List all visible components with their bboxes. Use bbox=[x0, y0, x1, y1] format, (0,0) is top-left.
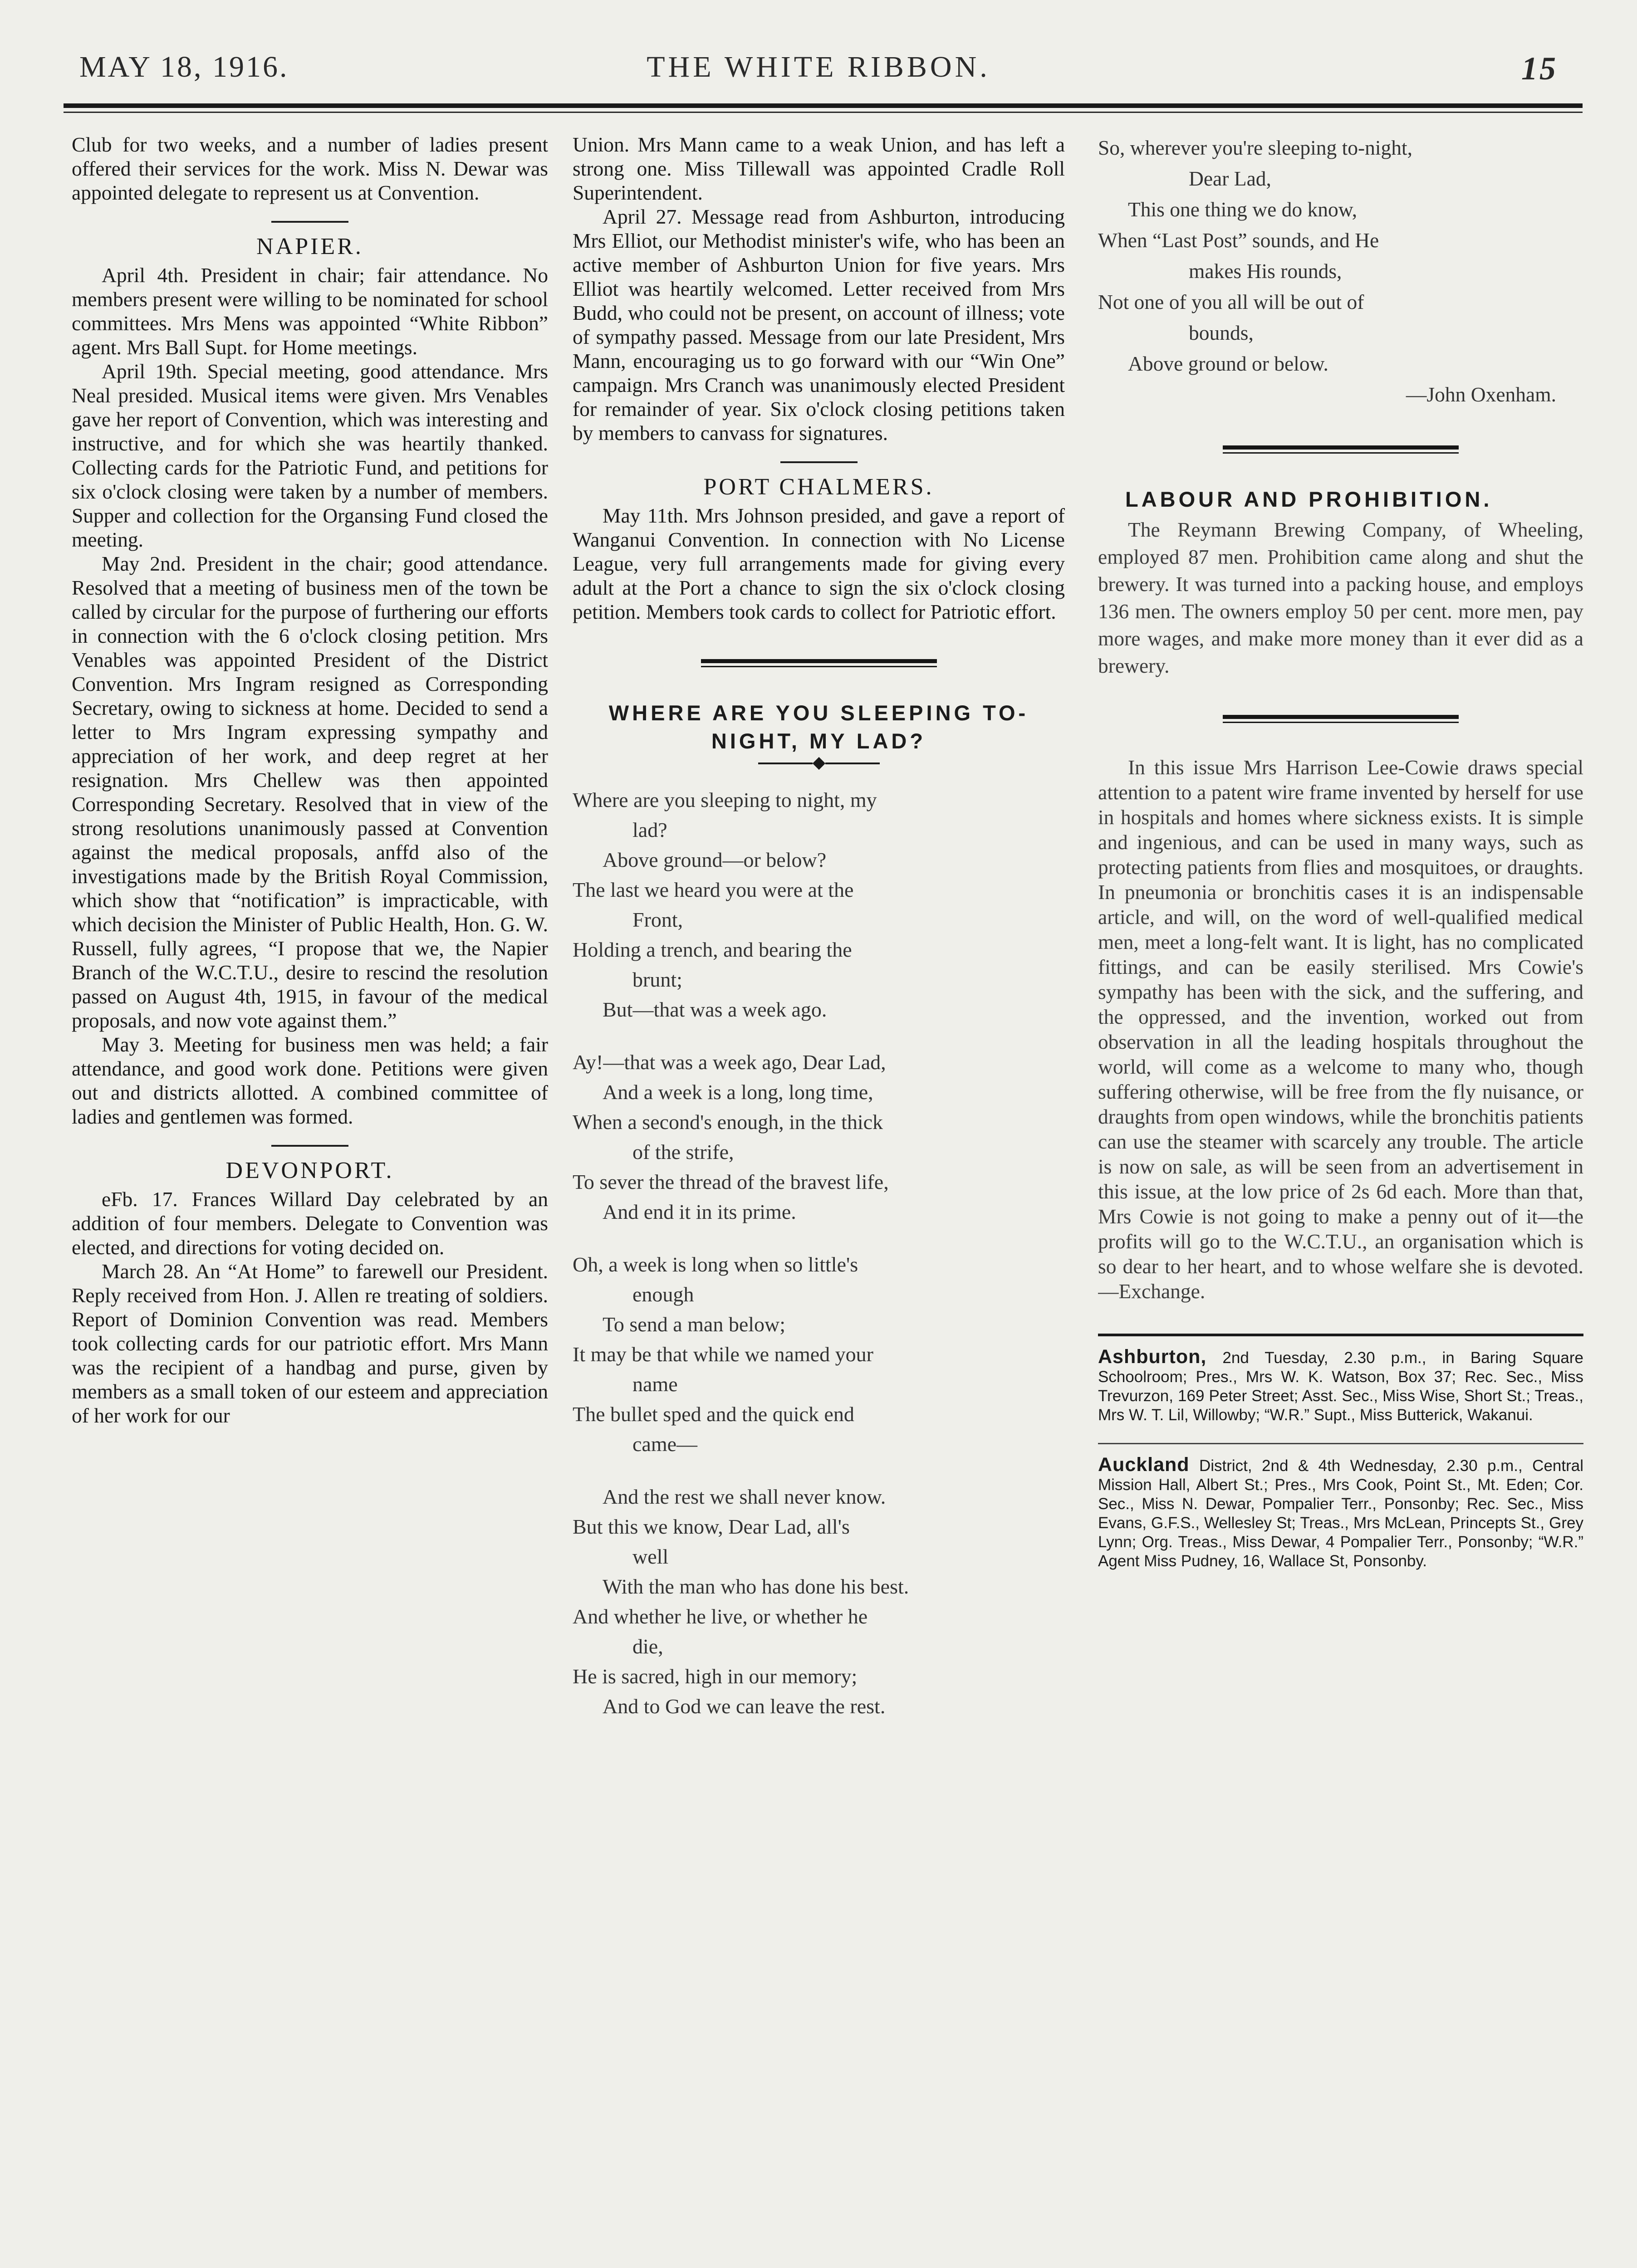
directory-entry-ashburton bbox=[1098, 1347, 1583, 1425]
section-divider bbox=[271, 1145, 348, 1147]
page-number: 15 bbox=[1521, 50, 1558, 87]
column-1 bbox=[72, 132, 548, 2246]
header-rule-thin bbox=[64, 112, 1583, 113]
poem-stanza-4 bbox=[573, 1482, 1065, 1721]
paragraph-april-27: April 27. Message read from Ashburton, introducing Mrs Elliot, our Methodist minister's wife, who has been an active member of Ashburton Union for five years. Mrs Elliot was heartily welcomed. Letter received from Mrs Budd, who could not be present, on account of illness; vote of sympathy passed. Message from our late President, Mrs Mann, encouraging us to go forward with our “Win One” campaign. Mrs Cranch was unanimously elected President for remainder of year. Six o'clock closing petitions taken by members to canvass for signatures. bbox=[573, 205, 1065, 445]
port-chalmers-report bbox=[573, 503, 1065, 624]
paragraph-port-chalmers-may-11: May 11th. Mrs Johnson presided, and gave a report of Wanganui Convention. In connection with No License League, very full arrangements made for giving every adult at the Port a chance to sign the six o'clock closing petition. Members took cards to collect for Patriotic effort. bbox=[573, 504, 1065, 623]
poem-line: To send a man below; bbox=[603, 1313, 786, 1336]
poem-line: When a second's enough, in the thick bbox=[573, 1110, 883, 1134]
poem-line: came— bbox=[632, 1432, 698, 1456]
cowie-article bbox=[1098, 755, 1583, 1304]
diamond-ornament-icon bbox=[812, 757, 825, 770]
directory-branch-name: Auckland bbox=[1098, 1454, 1190, 1476]
double-rule-divider bbox=[701, 659, 937, 667]
poem-line: And end it in its prime. bbox=[603, 1200, 796, 1223]
paragraph-napier-may-2: May 2nd. President in the chair; good attendance. Resolved that a meeting of business men of the town be called by circular for the purpose of furthering our efforts in connection with the 6 o'clock closing petition. Mrs Venables was appointed President of the District Convention. Mrs Ingram resigned as Corresponding Secretary, owing to sickness at home. Decided to send a letter to Mrs Ingram expressing sympathy and appreciation of her work, and deep regret at her resignation. Mrs Chellew was then appointed Corresponding Secretary. Resolved that in view of the strong resolutions unanimously passed at Convention against the medical proposals, anffd also of the investigations made by the British Royal Commission, which show that “notification” is impracticable, with which decision the Minister of Public Health, Hon. G. W. Russell, fully agrees, “I propose that we, the Napier Branch of the W.C.T.U., desire to rescind the resolution passed on August 4th, 1915, in favour of the medical proposals, and now vote against them.” bbox=[72, 552, 548, 1032]
poem-line: name bbox=[632, 1373, 678, 1396]
poem-line: To sever the thread of the bravest life, bbox=[573, 1170, 889, 1193]
poem-line: It may be that while we named your bbox=[573, 1343, 873, 1366]
heading-port-chalmers: PORT CHALMERS. bbox=[703, 474, 934, 500]
poem-line: And a week is a long, long time, bbox=[603, 1080, 873, 1104]
poem-line: enough bbox=[632, 1283, 694, 1306]
heading-devonport: DEVONPORT. bbox=[225, 1158, 394, 1183]
directory-rule bbox=[1098, 1443, 1583, 1444]
paragraph-devonport-march-28: March 28. An “At Home” to farewell our President. Reply received from Hon. J. Allen re treating of soldiers. Report of Dominion Convention was read. Members took collecting cards for our patriotic effort. Mrs Mann was the recipient of a handbag and purse, given by members as a small token of our esteem and appreciation of her work for our bbox=[72, 1260, 548, 1427]
paragraph-napier-april-19: April 19th. Special meeting, good attendance. Mrs Neal presided. Musical items were given. Mrs Venables gave her report of Convention, which was interesting and instructive, and for which she was heartily thanked. Collecting cards for the Patriotic Fund, and petitions for six o'clock closing were taken by a number of members. Supper and collection for the Organsing Fund closed the meeting. bbox=[72, 360, 548, 551]
devonport-continued bbox=[573, 132, 1065, 445]
poem-line: With the man who has done his best. bbox=[603, 1575, 909, 1598]
directory-entry-auckland bbox=[1098, 1455, 1583, 1571]
heading-napier: NAPIER. bbox=[256, 234, 363, 259]
paragraph-cowie: In this issue Mrs Harrison Lee-Cowie draws special attention to a patent wire frame invented by herself for use in hospitals and homes where sickness exists. It is simple and ingenious, and can be used in many ways, such as protecting patients from flies and mosquitoes, or draughts. In pneumonia or bronchitis cases it is an indispensable article, and will, on the word of well-qualified medical men, meet a long-felt want. It is light, has no complicated fittings, and can be easily sterilised. Mrs Cowie's sympathy has been with the sick, and the suffering, and the oppressed, and the invention, worked out from observation in all the leading hospitals throughout the world, will come as a welcome to many who, though suffering otherwise, will be free from the fly nuisance, or draughts from open windows, while the bronchitis patients can use the steamer with scarcely any trouble. The article is now on sale, as will be seen from an advertisement in this issue, at the low price of 2s 6d each. More than that, Mrs Cowie is not going to make a penny out of it—the profits will go to the W.C.T.U., an organisation which is so dear to her heart, and to whose welfare she is devoted.—Exchange. bbox=[1098, 756, 1583, 1303]
poem-line: Above ground or below. bbox=[1128, 352, 1328, 375]
poem-line: brunt; bbox=[632, 968, 682, 991]
ornamental-rule bbox=[573, 759, 1065, 768]
paragraph-labour: The Reymann Brewing Company, of Wheeling, employed 87 men. Prohibition came along and shut the brewery. It was turned into a packing house, and employs 136 men. The owners employ 50 per cent. more men, pay more wages, and make more money than it ever did as a brewery. bbox=[1098, 518, 1583, 677]
poem-line: bounds, bbox=[1189, 321, 1254, 344]
directory-rule bbox=[1098, 1334, 1583, 1336]
poem-line: Holding a trench, and bearing the bbox=[573, 938, 852, 961]
poem-line: When “Last Post” sounds, and He bbox=[1098, 229, 1379, 252]
poem-line: Above ground—or below? bbox=[603, 848, 827, 871]
column-2 bbox=[573, 132, 1065, 2246]
directory-branch-name: Ashburton, bbox=[1098, 1346, 1207, 1368]
directory-branch-details: 2nd Tuesday, 2.30 p.m., in Baring Square Schoolroom; Pres., Mrs W. K. Watson, Box 37; Rec. Sec., Miss Trevurzon, 169 Peter Street; Asst. Sec., Miss Wise, Short St.; Treas., Mrs W. T. Lil, Willowby; “W.R.” Supt., Miss Butterick, Wakanui. bbox=[1098, 1349, 1583, 1424]
paragraph-union: Union. Mrs Mann came to a weak Union, and has left a strong one. Miss Tillewall was appointed Cradle Roll Superintendent. bbox=[573, 133, 1065, 204]
poem-line: of the strife, bbox=[632, 1140, 734, 1163]
column-3 bbox=[1098, 132, 1583, 2246]
poem-line: The last we heard you were at the bbox=[573, 878, 854, 901]
poem-body bbox=[573, 785, 1065, 1721]
double-rule-divider bbox=[1223, 715, 1459, 723]
labour-article bbox=[1098, 516, 1583, 679]
section-divider bbox=[780, 461, 858, 463]
poem-line: So, wherever you're sleeping to-night, bbox=[1098, 136, 1413, 159]
running-head bbox=[0, 50, 1637, 91]
poem-title bbox=[573, 699, 1065, 755]
poem-line: Dear Lad, bbox=[1189, 167, 1271, 190]
poem-line: And to God we can leave the rest. bbox=[603, 1695, 886, 1718]
section-divider bbox=[271, 221, 348, 223]
poem-stanza-1 bbox=[573, 785, 1065, 1025]
poem-line: lad? bbox=[632, 818, 667, 841]
poem-line: die, bbox=[632, 1635, 663, 1658]
poem-final-stanza bbox=[1098, 132, 1583, 410]
poem-line: Ay!—that was a week ago, Dear Lad, bbox=[573, 1051, 886, 1074]
poem-line: But this we know, Dear Lad, all's bbox=[573, 1515, 850, 1538]
poem-title-line-2: NIGHT, MY LAD? bbox=[711, 729, 926, 753]
paragraph-club: Club for two weeks, and a number of ladies present offered their services for the work. Miss N. Dewar was appointed delegate to represent us at Convention. bbox=[72, 133, 548, 204]
poem-attribution: —John Oxenham. bbox=[1406, 383, 1556, 406]
poem-stanza-2 bbox=[573, 1047, 1065, 1227]
paragraph-devonport-feb-17: eFb. 17. Frances Willard Day celebrated by an addition of four members. Delegate to Convention was elected, and directions for voting decided on. bbox=[72, 1188, 548, 1259]
poem-line: The bullet sped and the quick end bbox=[573, 1403, 854, 1426]
poem-stanza-3 bbox=[573, 1250, 1065, 1459]
poem-line: But—that was a week ago. bbox=[603, 998, 827, 1021]
paragraph-napier-april-4: April 4th. President in chair; fair attendance. No members present were willing to be nominated for school committees. Mrs Mens was appointed “White Ribbon” agent. Mrs Ball Supt. for Home meetings. bbox=[72, 264, 548, 359]
poem-line: And the rest we shall never know. bbox=[603, 1485, 886, 1508]
paragraph-napier-may-3: May 3. Meeting for business men was held; a fair attendance, and good work done. Petitions were given out and districts allotted. A combined committee of ladies and gentlemen was formed. bbox=[72, 1033, 548, 1128]
poem-line: makes His rounds, bbox=[1189, 259, 1342, 283]
issue-date: MAY 18, 1916. bbox=[79, 50, 289, 83]
poem-line: Front, bbox=[632, 908, 683, 931]
poem-line: well bbox=[632, 1545, 669, 1568]
poem-line: Not one of you all will be out of bbox=[1098, 290, 1364, 313]
double-rule-divider bbox=[1223, 445, 1459, 454]
publication-title: THE WHITE RIBBON. bbox=[647, 50, 990, 83]
heading-labour-and-prohibition: LABOUR AND PROHIBITION. bbox=[1125, 487, 1493, 511]
poem-title-line-1: WHERE ARE YOU SLEEPING TO- bbox=[608, 701, 1029, 725]
poem-line: He is sacred, high in our memory; bbox=[573, 1665, 858, 1688]
header-rule-thick bbox=[64, 103, 1583, 108]
directory-branch-details: District, 2nd & 4th Wednesday, 2.30 p.m., Central Mission Hall, Albert St.; Pres., Mrs Cook, Point St., Mt. Eden; Cor. Sec., Miss N. Dewar, Pompalier Terr., Ponsonby; Rec. Sec., Miss Evans, G.F.S., Wellesley St; Treas., Mrs McLean, Princepts St., Grey Lynn; Org. Treas., Miss Dewar, 4 Pompalier Terr., Ponsonby; “W.R.” Agent Miss Pudney, 16, Wallace St, Ponsonby. bbox=[1098, 1457, 1583, 1570]
poem-line: This one thing we do know, bbox=[1128, 198, 1358, 221]
poem-line: Where are you sleeping to night, my bbox=[573, 788, 877, 811]
poem-line: Oh, a week is long when so little's bbox=[573, 1253, 858, 1276]
poem-line: And whether he live, or whether he bbox=[573, 1605, 868, 1628]
